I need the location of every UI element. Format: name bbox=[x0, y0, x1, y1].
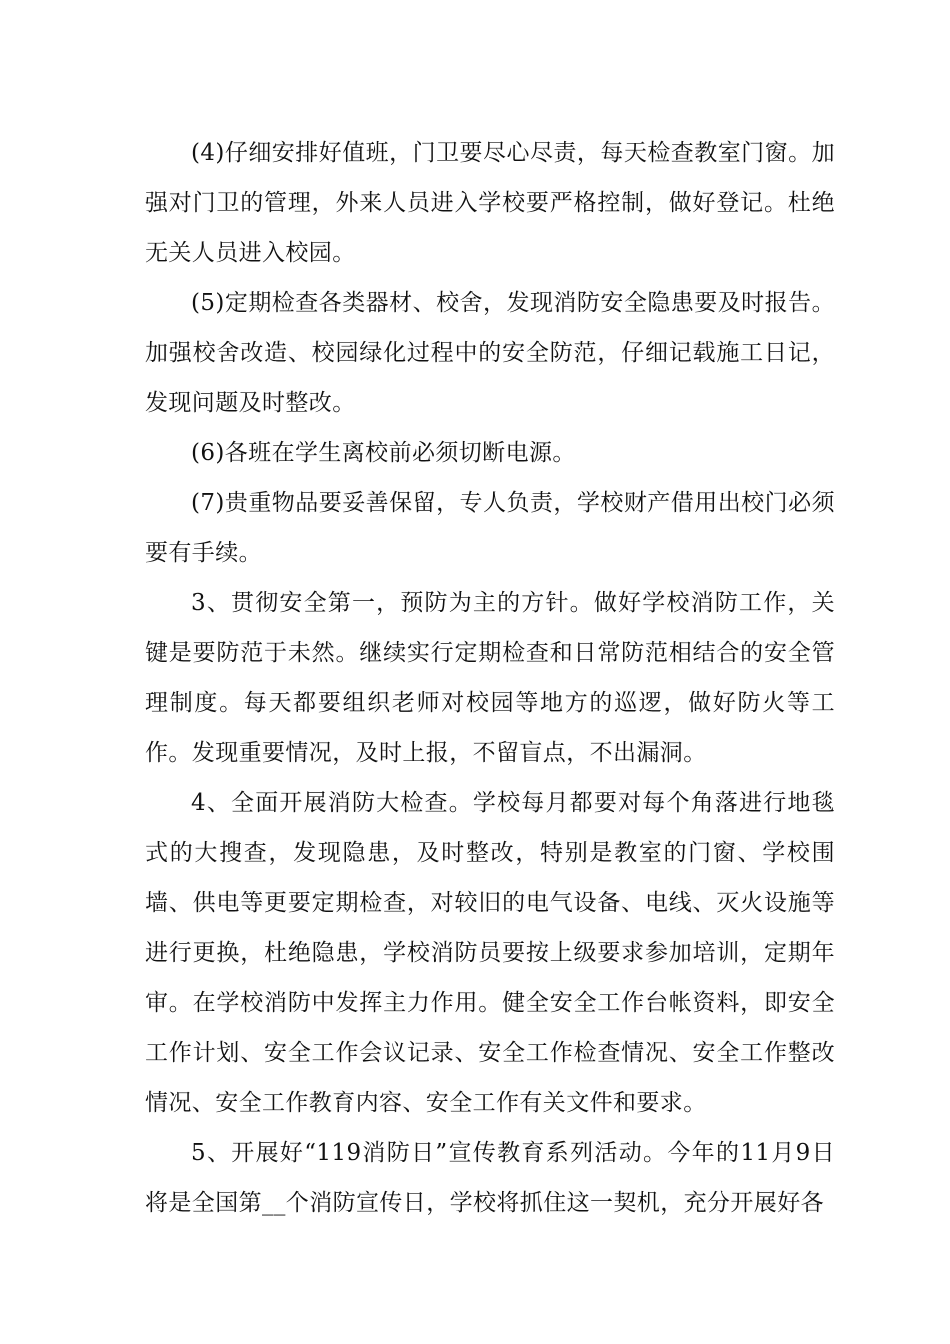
paragraph-power-off: (6)各班在学生离校前必须切断电源。 bbox=[191, 440, 576, 466]
paragraph-fire-inspection: 4、全面开展消防大检查。学校每月都要对每个角落进行地毯式的大搜查，发现隐患，及时整改，特别是教室的门窗、学校围墙、供电等更要定期检查，对较旧的电气设备、电线、灭火设施等进行更换，杜绝隐患，学校消防员要按上级要求参加培训，定期年审。在学校消防中发挥主力作用。健全安全工作台帐资料，即安全工作计划、安全工作会议记录、安全工作检查情况、安全工作整改情况、安全工作教育内容、安全工作有关文件和要求。 bbox=[145, 790, 835, 1116]
document-body bbox=[145, 128, 835, 1228]
paragraph-valuables: (7)贵重物品要妥善保留，专人负责，学校财产借用出校门必须要有手续。 bbox=[145, 490, 835, 566]
paragraph-fire-day: 5、开展好“119消防日”宣传教育系列活动。今年的11月9日将是全国第__个消防宣传日，学校将抓住这一契机，充分开展好各 bbox=[145, 1140, 835, 1216]
paragraph-safety-policy: 3、贯彻安全第一，预防为主的方针。做好学校消防工作，关键是要防范于未然。继续实行定期检查和日常防范相结合的安全管理制度。每天都要组织老师对校园等地方的巡逻，做好防火等工作。发现重要情况，及时上报，不留盲点，不出漏洞。 bbox=[145, 590, 835, 766]
paragraph-duty-schedule: (4)仔细安排好值班，门卫要尽心尽责，每天检查教室门窗。加强对门卫的管理，外来人员进入学校要严格控制，做好登记。杜绝无关人员进入校园。 bbox=[145, 140, 835, 266]
paragraph-equipment-inspection: (5)定期检查各类器材、校舍，发现消防安全隐患要及时报告。加强校舍改造、校园绿化过程中的安全防范，仔细记载施工日记，发现问题及时整改。 bbox=[145, 290, 835, 416]
